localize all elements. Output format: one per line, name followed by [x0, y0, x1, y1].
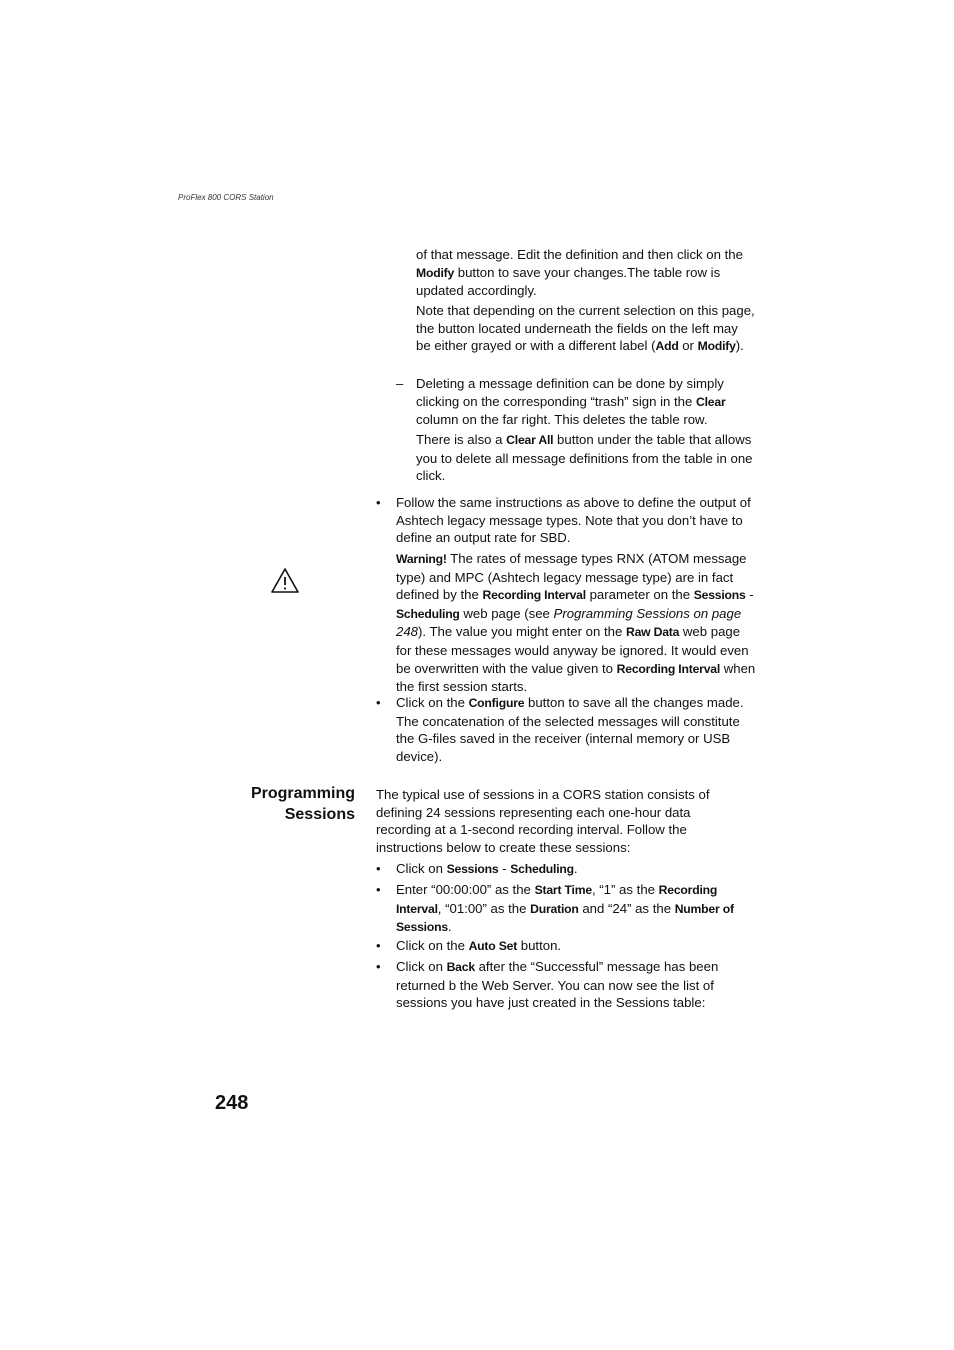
continuation-paragraph: of that message. Edit the definition and then click on the Modify button to save your changes.The table row is updated accordingly. — [416, 247, 743, 299]
section-intro-paragraph: The typical use of sessions in a CORS station consists of defining 24 sessions representing each one-hour data recording at a 1-second recording interval. Follow the instructions below to create these sessions: — [376, 787, 710, 855]
warning-triangle-icon — [270, 567, 300, 595]
bullet-marker: • — [376, 695, 381, 710]
warning-label: Warning! — [396, 552, 447, 566]
bullet-item-enter-values: Enter “00:00:00” as the Start Time, “1” as the Recording Interval, “01:00” as the Duration and “24” as the Number of Sessions. — [396, 882, 734, 935]
bullet-marker: • — [376, 959, 381, 974]
bullet-marker: • — [376, 938, 381, 953]
bullet-marker: • — [376, 495, 381, 510]
warning-paragraph: Warning! The rates of message types RNX (ATOM message type) and MPC (Ashtech legacy message type) are in fact defined by the Recording Interval parameter on the Sessions - Scheduling web page (see Programming Sessions on page 248). The value you might enter on the Raw Data web page for these messages would anyway be ignored. It would even be overwritten with the value given to Recording Interval when the first session starts. — [396, 551, 756, 695]
bullet-item-auto-set: Click on the Auto Set button. — [396, 938, 562, 953]
note-paragraph: Note that depending on the current selection on this page, the button located underneath the fields on the left may be either grayed or with a different label (Add or Modify). — [416, 303, 755, 354]
running-header: ProFlex 800 CORS Station — [178, 193, 274, 202]
bullet-item-back: Click on Back after the “Successful” message has been returned b the Web Server. You can now see the list of sessions you have just created in the Sessions table: — [396, 959, 719, 1011]
clear-all-paragraph: There is also a Clear All button under the table that allows you to delete all message definitions from the table in one click. — [416, 432, 753, 484]
bullet-item-configure: Click on the Configure button to save all the changes made. The concatenation of the selected messages will constitute the G-files saved in the receiver (internal memory or USB device). — [396, 695, 744, 764]
bullet-item-sessions-scheduling: Click on Sessions - Scheduling. — [396, 861, 578, 876]
dash-marker: – — [396, 376, 404, 391]
page-number: 248 — [215, 1092, 249, 1114]
dash-list-item: Deleting a message definition can be done by simply clicking on the corresponding “trash” sign in the Clear column on the far right. This deletes the table row. — [416, 376, 726, 428]
bullet-marker: • — [376, 861, 381, 876]
section-title: Programming Sessions — [250, 785, 355, 823]
bullet-marker: • — [376, 882, 381, 897]
bullet-item-legacy-messages: Follow the same instructions as above to define the output of Ashtech legacy message types. Note that you don’t have to define an output rate for SBD. — [396, 495, 751, 546]
cross-reference-link: Programming Sessions on page 248 — [396, 605, 742, 640]
